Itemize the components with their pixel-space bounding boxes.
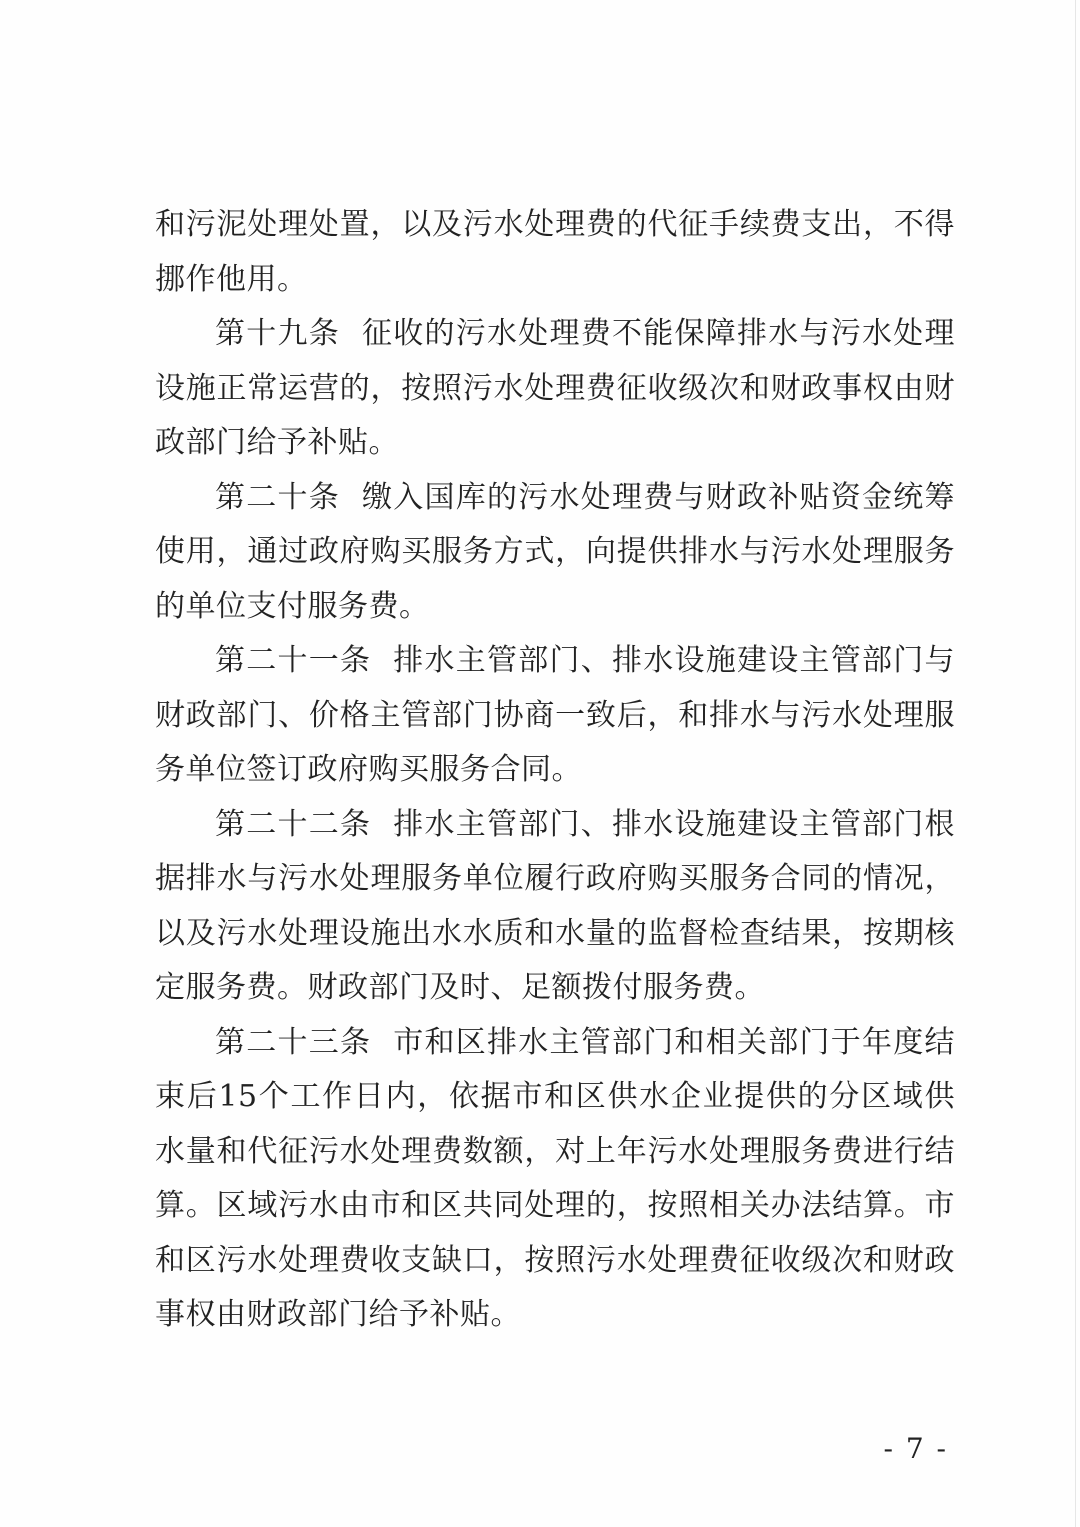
article-19 xyxy=(155,307,955,471)
article-19-number: 第十九条 xyxy=(215,316,340,351)
article-23 xyxy=(155,1016,955,1343)
intro-continuation-paragraph: 和污泥处理处置，以及污水处理费的代征手续费支出，不得挪作他用。 xyxy=(155,207,955,297)
page-number: - 7 - xyxy=(883,1432,948,1465)
article-19-text: 征收的污水处理费不能保障排水与污水处理设施正常运营的，按照污水处理费征收级次和财政事权由财政部门给予补贴。 xyxy=(155,316,955,460)
article-21 xyxy=(155,634,955,798)
article-20-text: 缴入国库的污水处理费与财政补贴资金统筹使用，通过政府购买服务方式，向提供排水与污水处理服务的单位支付服务费。 xyxy=(155,479,955,624)
article-21-text: 排水主管部门、排水设施建设主管部门与财政部门、价格主管部门协商一致后，和排水与污水处理服务单位签订政府购买服务合同。 xyxy=(155,643,955,787)
article-22 xyxy=(155,798,955,1016)
article-22-number: 第二十二条 xyxy=(215,806,372,842)
article-21-number: 第二十一条 xyxy=(215,643,372,678)
article-20 xyxy=(155,471,955,635)
article-23-number: 第二十三条 xyxy=(215,1024,372,1060)
document-body xyxy=(155,198,955,1343)
page-edge-line xyxy=(1075,0,1076,1527)
article-23-text: 市和区排水主管部门和相关部门于年度结束后15个工作日内，依据市和区供水企业提供的分区域供水量和代征污水处理费数额，对上年污水处理服务费进行结算。区域污水由市和区共同处理的，按照相关办法结算。市和区污水处理费收支缺口，按照污水处理费征收级次和财政事权由财政部门给予补贴。 xyxy=(155,1024,955,1332)
article-22-text: 排水主管部门、排水设施建设主管部门根据排水与污水处理服务单位履行政府购买服务合同的情况，以及污水处理设施出水水质和水量的监督检查结果，按期核定服务费。财政部门及时、足额拨付服务费。 xyxy=(155,806,955,1005)
article-20-number: 第二十条 xyxy=(215,479,340,515)
